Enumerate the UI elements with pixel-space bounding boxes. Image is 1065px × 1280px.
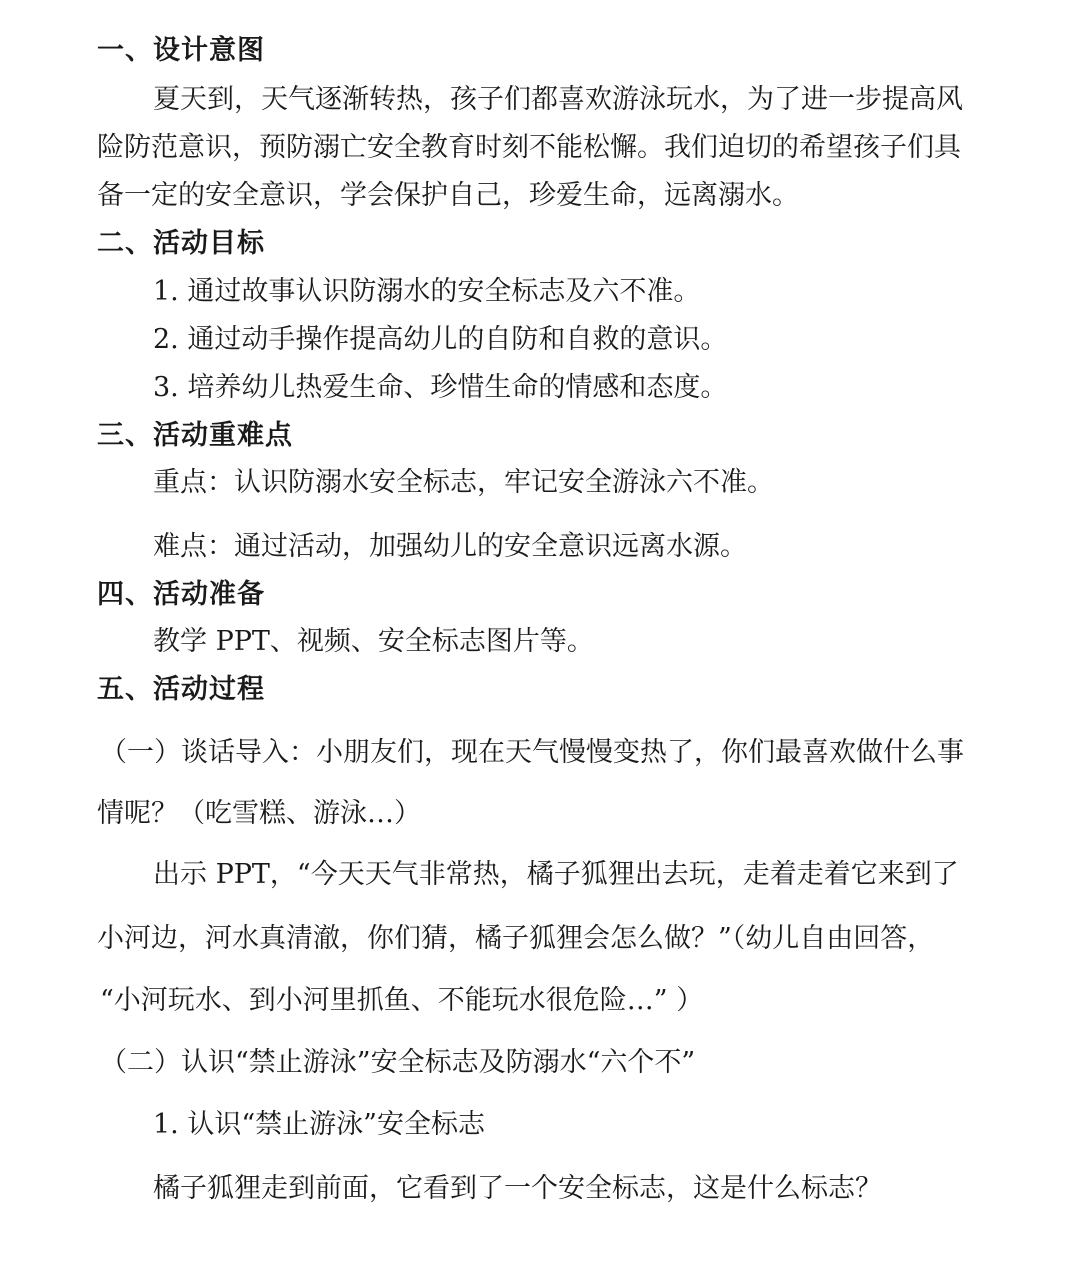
intro-line: 情呢？（吃雪糕、游泳…）: [97, 798, 421, 829]
heading-activity-process: 五、活动过程: [97, 674, 265, 705]
paragraph-line: 险防范意识，预防溺亡安全教育时刻不能松懈。我们迫切的希望孩子们具: [97, 132, 961, 163]
heading-activity-goals: 二、活动目标: [97, 228, 265, 259]
ppt-line: 小河边，河水真清澈，你们猜，橘子狐狸会怎么做？”（幼儿自由回答，: [97, 923, 935, 954]
preparation-text: 教学 PPT、视频、安全标志图片等。: [153, 626, 594, 657]
part2-item: 1. 认识“禁止游泳”安全标志: [153, 1109, 485, 1140]
heading-design-intent: 一、设计意图: [97, 35, 265, 66]
part2-heading: （二）认识“禁止游泳”安全标志及防溺水“六个不”: [100, 1047, 696, 1078]
intro-line: （一）谈话导入：小朋友们，现在天气慢慢变热了，你们最喜欢做什么事: [100, 737, 964, 768]
heading-preparation: 四、活动准备: [97, 579, 265, 610]
key-point-text: 重点：认识防溺水安全标志，牢记安全游泳六不准。: [153, 467, 774, 498]
ppt-line: “小河玩水、到小河里抓鱼、不能玩水很危险…” ）: [100, 985, 704, 1016]
goal-item: 1. 通过故事认识防溺水的安全标志及六不准。: [153, 276, 701, 307]
heading-key-difficult-points: 三、活动重难点: [97, 420, 293, 451]
paragraph-line: 备一定的安全意识，学会保护自己，珍爱生命，远离溺水。: [97, 180, 799, 211]
paragraph-line: 夏天到，天气逐渐转热，孩子们都喜欢游泳玩水，为了进一步提高风: [153, 84, 963, 115]
ppt-line: 出示 PPT，“今天天气非常热，橘子狐狸出去玩，走着走着它来到了: [153, 859, 959, 890]
part2-text: 橘子狐狸走到前面，它看到了一个安全标志，这是什么标志？: [153, 1173, 882, 1204]
goal-item: 2. 通过动手操作提高幼儿的自防和自救的意识。: [153, 324, 728, 355]
goal-item: 3. 培养幼儿热爱生命、珍惜生命的情感和态度。: [153, 372, 728, 403]
difficult-point-text: 难点：通过活动，加强幼儿的安全意识远离水源。: [153, 531, 747, 562]
